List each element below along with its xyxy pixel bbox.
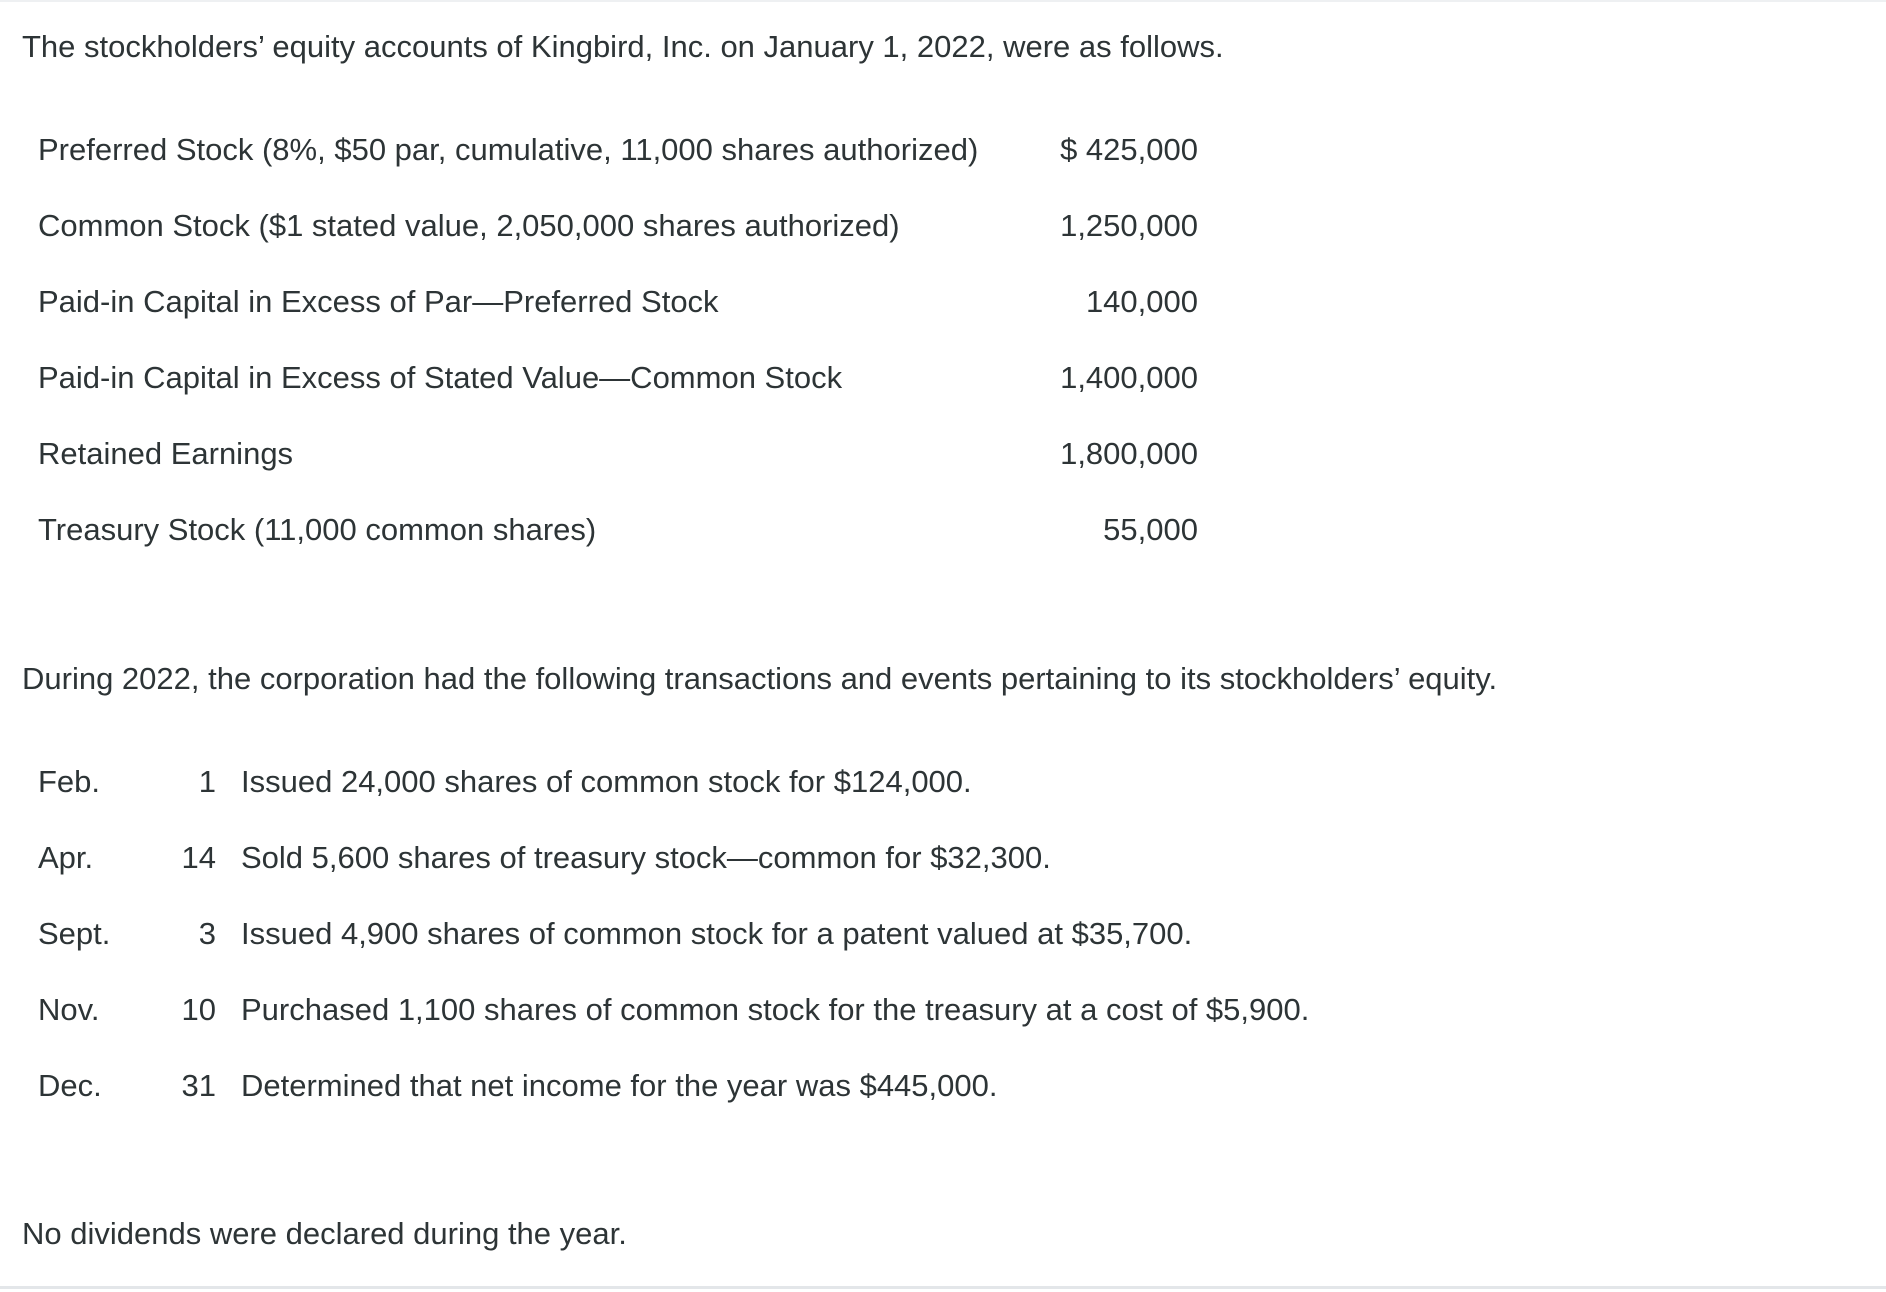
transaction-month: Nov. (38, 992, 100, 1027)
transaction-row (38, 1066, 1538, 1106)
transaction-month: Dec. (38, 1068, 102, 1103)
transaction-month: Sept. (38, 916, 111, 951)
transaction-day: 31 (181, 1068, 216, 1103)
equity-label: Preferred Stock (8%, $50 par, cumulative, 11,000 shares authorized) (38, 132, 979, 167)
bottom-divider (0, 1286, 1886, 1289)
equity-row-common-stock (38, 206, 1198, 246)
equity-row-pic-preferred (38, 282, 1198, 322)
transaction-month: Feb. (38, 764, 101, 799)
equity-amount: 1,800,000 (1060, 436, 1198, 471)
transaction-day: 1 (198, 764, 216, 799)
equity-amount: $ 425,000 (1060, 132, 1198, 167)
transaction-description: Purchased 1,100 shares of common stock for the treasury at a cost of $5,900. (241, 992, 1310, 1027)
intro-text: The stockholders’ equity accounts of Kingbird, Inc. on January 1, 2022, were as follows. (22, 29, 1224, 64)
transaction-day: 3 (198, 916, 216, 951)
equity-amount: 1,250,000 (1060, 208, 1198, 243)
equity-label: Paid-in Capital in Excess of Stated Value—Common Stock (38, 360, 843, 395)
transaction-month: Apr. (38, 840, 94, 875)
transaction-row (38, 762, 1538, 802)
top-divider (0, 0, 1886, 2)
transaction-description: Sold 5,600 shares of treasury stock—common for $32,300. (241, 840, 1051, 875)
equity-label: Treasury Stock (11,000 common shares) (38, 512, 597, 547)
transaction-day: 10 (181, 992, 216, 1027)
equity-row-preferred-stock (38, 130, 1198, 170)
transactions-intro-text: During 2022, the corporation had the following transactions and events pertaining to its stockholders’ equity. (22, 661, 1498, 696)
equity-amount: 140,000 (1085, 284, 1198, 319)
closing-text: No dividends were declared during the year. (22, 1216, 627, 1251)
transaction-description: Issued 4,900 shares of common stock for a patent valued at $35,700. (241, 916, 1193, 951)
transaction-description: Determined that net income for the year was $445,000. (241, 1068, 998, 1103)
transaction-row (38, 838, 1538, 878)
equity-label: Paid-in Capital in Excess of Par—Preferred Stock (38, 284, 719, 319)
equity-label: Retained Earnings (38, 436, 294, 471)
transaction-row (38, 914, 1538, 954)
equity-amount: 55,000 (1103, 512, 1198, 547)
transaction-row (38, 990, 1538, 1030)
transaction-description: Issued 24,000 shares of common stock for $124,000. (241, 764, 972, 799)
equity-amount: 1,400,000 (1060, 360, 1198, 395)
transaction-day: 14 (181, 840, 216, 875)
equity-label: Common Stock ($1 stated value, 2,050,000 shares authorized) (38, 208, 900, 243)
equity-row-retained-earnings (38, 434, 1198, 474)
equity-row-treasury-stock (38, 510, 1198, 550)
equity-row-pic-common (38, 358, 1198, 398)
